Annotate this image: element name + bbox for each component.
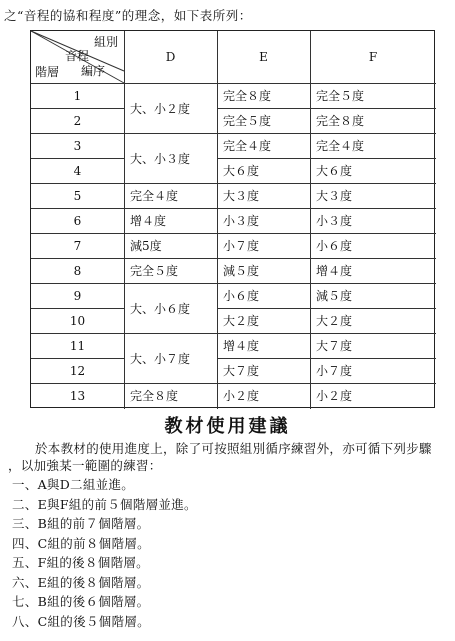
list-item: 四、C組的前８個階層。 bbox=[12, 535, 150, 551]
header-interval-label: 音程 bbox=[65, 49, 90, 63]
list-item: 七、B組的後６個階層。 bbox=[12, 594, 150, 609]
group-e-cell: 增４度 bbox=[223, 339, 260, 353]
group-f-cell: 完全４度 bbox=[316, 139, 365, 153]
level-cell: 13 bbox=[69, 388, 86, 403]
level-cell: 8 bbox=[73, 263, 82, 278]
group-e-cell: 大２度 bbox=[223, 314, 260, 328]
group-d-cell: 大、小３度 bbox=[130, 151, 191, 166]
group-f-cell: 完全８度 bbox=[316, 114, 365, 128]
group-d-cell: 完全５度 bbox=[130, 264, 179, 278]
header-level-label: 階層 bbox=[35, 65, 60, 79]
group-f-cell: 小７度 bbox=[316, 364, 353, 378]
header-col-f: F bbox=[368, 50, 378, 64]
group-e-cell: 完全８度 bbox=[223, 89, 272, 103]
level-cell: 9 bbox=[73, 288, 82, 303]
group-d-cell: 大、小７度 bbox=[130, 351, 191, 366]
list-item: 五、F組的後８個階層。 bbox=[12, 555, 149, 570]
group-f-cell: 小２度 bbox=[316, 389, 353, 403]
list-item: 八、C組的後５個階層。 bbox=[12, 613, 150, 629]
group-e-cell: 大６度 bbox=[223, 164, 260, 178]
group-d-cell: 減5度 bbox=[130, 239, 162, 253]
group-e-cell: 減５度 bbox=[223, 264, 260, 278]
level-cell: 1 bbox=[73, 88, 82, 103]
level-cell: 4 bbox=[73, 163, 82, 178]
level-cell: 3 bbox=[73, 138, 82, 153]
paragraph-line-1: 於本教材的使用進度上，除了可按照組別循序練習外，亦可循下列步驟 bbox=[35, 441, 432, 456]
level-cell: 5 bbox=[73, 188, 82, 203]
group-f-cell: 大７度 bbox=[316, 339, 353, 353]
header-col-e: E bbox=[259, 50, 268, 64]
group-f-cell: 增４度 bbox=[316, 264, 353, 278]
usage-paragraph bbox=[8, 440, 448, 474]
group-d-cell: 完全４度 bbox=[130, 189, 179, 203]
step-list bbox=[12, 475, 197, 631]
group-f-cell: 減５度 bbox=[316, 289, 353, 303]
level-cell: 2 bbox=[73, 113, 82, 128]
level-cell: 6 bbox=[73, 213, 82, 228]
header-col-d: D bbox=[165, 50, 176, 64]
group-f-cell: 大２度 bbox=[316, 314, 353, 328]
group-e-cell: 小２度 bbox=[223, 389, 260, 403]
header-order-label: 編序 bbox=[81, 64, 106, 78]
level-cell: 12 bbox=[69, 363, 86, 378]
group-d-cell: 大、小２度 bbox=[130, 101, 191, 116]
level-cell: 11 bbox=[69, 338, 86, 353]
group-e-cell: 大７度 bbox=[223, 364, 260, 378]
group-e-cell: 小６度 bbox=[223, 289, 260, 303]
group-d-cell: 完全８度 bbox=[130, 389, 179, 403]
header-group-label: 組別 bbox=[94, 35, 119, 49]
group-e-cell: 大３度 bbox=[223, 189, 260, 203]
list-item: 三、B組的前７個階層。 bbox=[12, 516, 150, 531]
group-e-cell: 小３度 bbox=[223, 214, 260, 228]
section-title: 教材使用建議 bbox=[164, 416, 291, 437]
group-f-cell: 小３度 bbox=[316, 214, 353, 228]
group-e-cell: 完全４度 bbox=[223, 139, 272, 153]
group-e-cell: 完全５度 bbox=[223, 114, 272, 128]
group-d-cell: 增４度 bbox=[130, 214, 167, 228]
group-f-cell: 大６度 bbox=[316, 164, 353, 178]
list-item: 二、E與F組的前５個階層並進。 bbox=[12, 496, 197, 512]
group-f-cell: 完全５度 bbox=[316, 89, 365, 103]
intro-text: 之“音程的協和程度”的理念，如下表所列： bbox=[4, 8, 252, 23]
paragraph-line-2: ，以加強某一範圍的練習： bbox=[8, 458, 162, 473]
group-f-cell: 大３度 bbox=[316, 189, 353, 203]
group-e-cell: 小７度 bbox=[223, 239, 260, 253]
level-cell: 10 bbox=[69, 313, 86, 328]
interval-table bbox=[30, 30, 435, 408]
list-item: 一、A與D二組並進。 bbox=[12, 477, 135, 492]
group-f-cell: 小６度 bbox=[316, 239, 353, 253]
group-d-cell: 大、小６度 bbox=[130, 301, 191, 316]
level-cell: 7 bbox=[73, 238, 82, 253]
list-item: 六、E組的後８個階層。 bbox=[12, 574, 150, 590]
